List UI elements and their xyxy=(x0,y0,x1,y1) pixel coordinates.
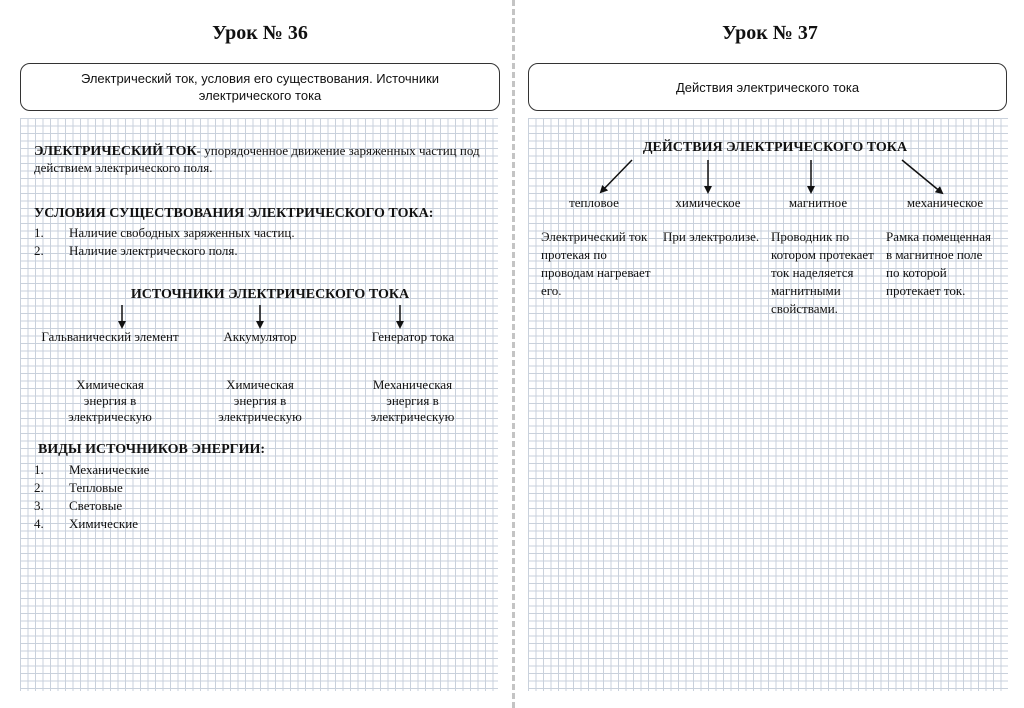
definition-text: - упорядоченное движение заряженных частиц под действием электрического поля. xyxy=(34,143,480,175)
topic-box-37 xyxy=(528,63,1007,111)
source-energy-generator: Механическая энергия в электрическую xyxy=(370,377,455,424)
source-name-generator: Генератор тока xyxy=(371,329,455,344)
conditions-heading: УСЛОВИЯ СУЩЕСТВОВАНИЯ ЭЛЕКТРИЧЕСКОГО ТОКА: xyxy=(34,206,434,221)
action-name-mechanical: механическое xyxy=(906,195,984,210)
energy-types-heading: ВИДЫ ИСТОЧНИКОВ ЭНЕРГИИ: xyxy=(38,442,266,457)
topic-box-36 xyxy=(20,63,500,111)
list-item: 2. Тепловые xyxy=(34,480,123,495)
list-item: 1. Механические xyxy=(34,462,150,477)
list-item: 2. Наличие электрического поля. xyxy=(34,243,238,258)
source-energy-galvanic: Химическая энергия в электрическую xyxy=(68,377,152,424)
lesson-title-37: Урок № 37 xyxy=(722,22,818,44)
source-name-accumulator: Аккумулятор xyxy=(223,329,297,344)
action-name-thermal: тепловое xyxy=(569,195,619,210)
lesson-title-36: Урок № 36 xyxy=(212,22,308,44)
action-name-magnetic: магнитное xyxy=(788,195,848,210)
action-desc-thermal: Электрический ток протекая по проводам нагревает его. xyxy=(541,229,651,298)
action-desc-mechanical: Рамка помещенная в магнитное поле по которой протекает ток. xyxy=(886,229,992,298)
page-divider xyxy=(512,0,515,708)
energy-types-list xyxy=(34,461,334,533)
list-item: 1. Наличие свободных заряженных частиц. xyxy=(34,225,295,240)
sources-heading: ИСТОЧНИКИ ЭЛЕКТРИЧЕСКОГО ТОКА xyxy=(130,287,410,302)
topic-text-36: Электрический ток, условия его существования. Источники электрического тока xyxy=(80,71,440,103)
definition-term: ЭЛЕКТРИЧЕСКИЙ ТОК xyxy=(34,144,197,159)
action-desc-magnetic: Проводник по котором протекает ток наделяется магнитными свойствами. xyxy=(771,229,874,316)
topic-text-37: Действия электрического тока xyxy=(675,79,860,95)
source-name-galvanic: Гальванический элемент xyxy=(41,329,179,344)
actions-heading: ДЕЙСТВИЯ ЭЛЕКТРИЧЕСКОГО ТОКА xyxy=(642,140,908,155)
definition xyxy=(34,143,494,176)
list-item: 4. Химические xyxy=(34,516,138,531)
conditions-list xyxy=(34,224,474,260)
source-energy-accumulator: Химическая энергия в электрическую xyxy=(218,377,302,424)
action-name-chemical: химическое xyxy=(675,195,741,210)
list-item: 3. Световые xyxy=(34,498,123,513)
action-desc-chemical: При электролизе. xyxy=(663,229,760,244)
